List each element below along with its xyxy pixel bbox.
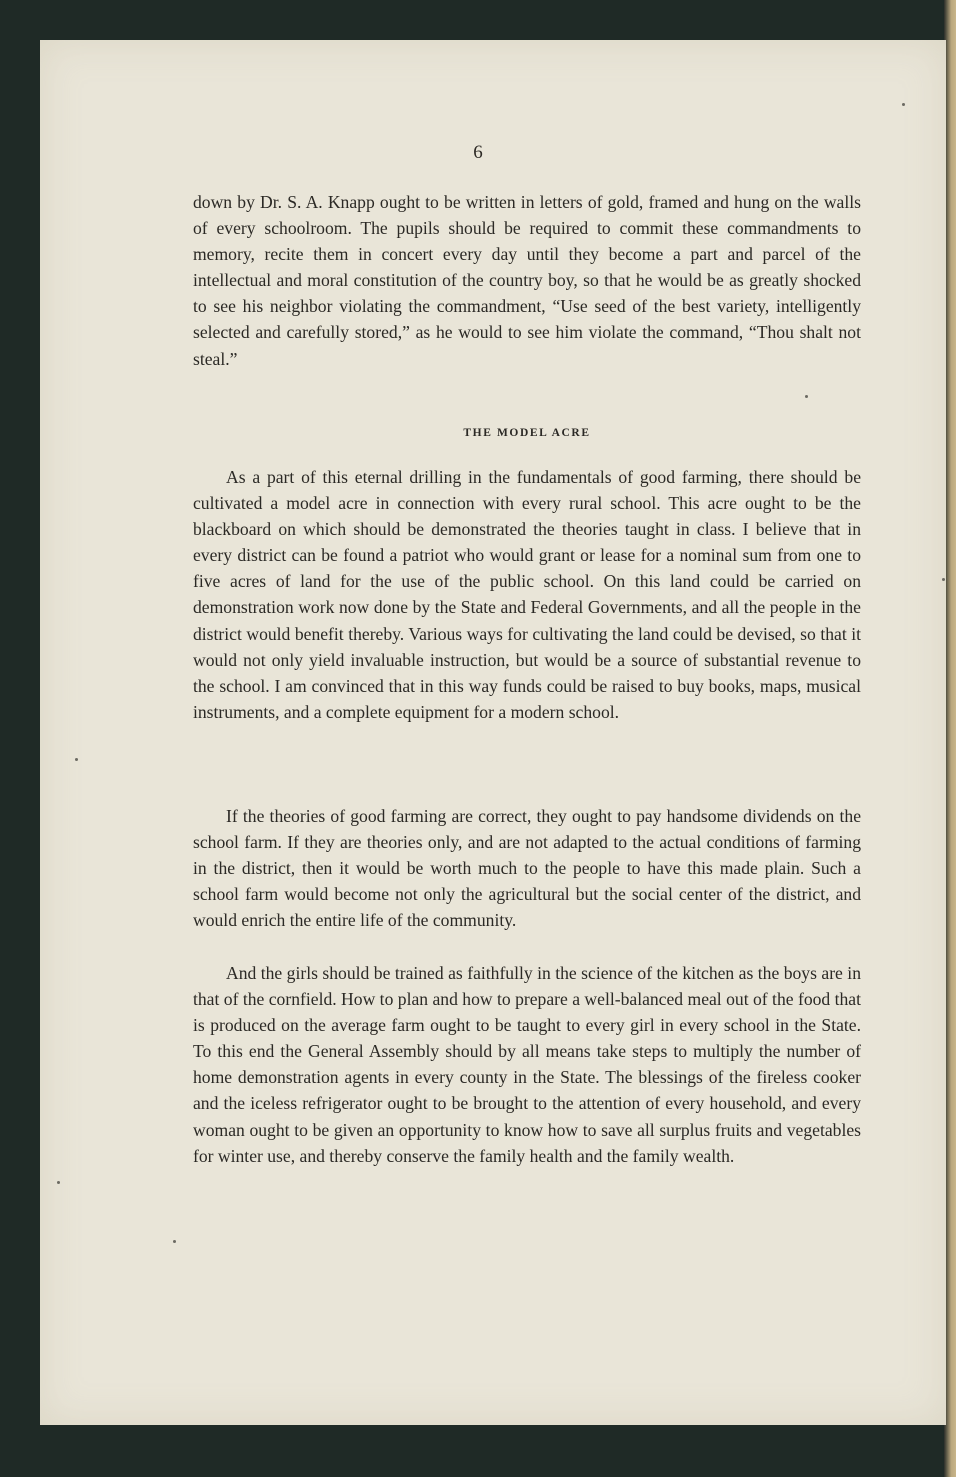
paper-speck [75,758,78,761]
paragraph-home-demonstration: And the girls should be trained as faithfully in the science of the kitchen as the boys are in that of the cornfield. How to plan and how to prepare a well-balanced meal out of the food that is produced on the average farm ought to be taught to every girl in every school in the State. To this end the General Assembly should by all means take steps to multiply the number of home demonstration agents in every county in the State. The blessings of the fireless cooker and the iceless refrigerator ought to be brought to the attention of every household, and every woman ought to be given an opportunity to know how to save all surplus fruits and vegetables for winter use, and thereby conserve the family health and the family wealth. [193,963,861,1166]
paper-speck [173,1240,176,1243]
section-heading: THE MODEL ACRE [463,427,591,439]
paper-speck [902,103,905,106]
page-number: 6 [473,142,483,163]
paragraph-continued: down by Dr. S. A. Knapp ought to be written in letters of gold, framed and hung on the walls of every schoolroom. The pupils should be required to commit these commandments to memory, recite them in concert every day until they become a part and parcel of the intellectual and moral constitution of the country boy, so that he would be as greatly shocked to see his neighbor violating the commandment, “Use seed of the best variety, intelligently selected and carefully stored,” as he would to see him violate the command, “Thou shalt not steal.” [193,192,861,369]
paper-speck [805,395,808,398]
paragraph-model-acre: As a part of this eternal drilling in the fundamentals of good farming, there should be cultivated a model acre in connection with every rural school. This acre ought to be the blackboard on which should be demonstrated the theories taught in class. I believe that in every district can be found a patriot who would grant or lease for a nominal sum from one to five acres of land for the use of the public school. On this land could be carried on demonstration work now done by the State and Federal Governments, and all the people in the district would benefit thereby. Various ways for cultivating the land could be devised, so that it would not only yield invaluable instruction, but would be a source of substantial revenue to the school. I am convinced that in this way funds could be raised to buy books, maps, musical instruments, and a complete equipment for a modern school. [193,467,861,722]
paper-speck [942,578,945,581]
paper-speck [57,1181,60,1184]
paragraph-school-farm: If the theories of good farming are correct, they ought to pay handsome dividends on the school farm. If they are theories only, and are not adapted to the actual conditions of farming in the district, then it would be worth much to the people to have this made plain. Such a school farm would become not only the agricultural but the social center of the district, and would enrich the entire life of the community. [193,806,861,931]
